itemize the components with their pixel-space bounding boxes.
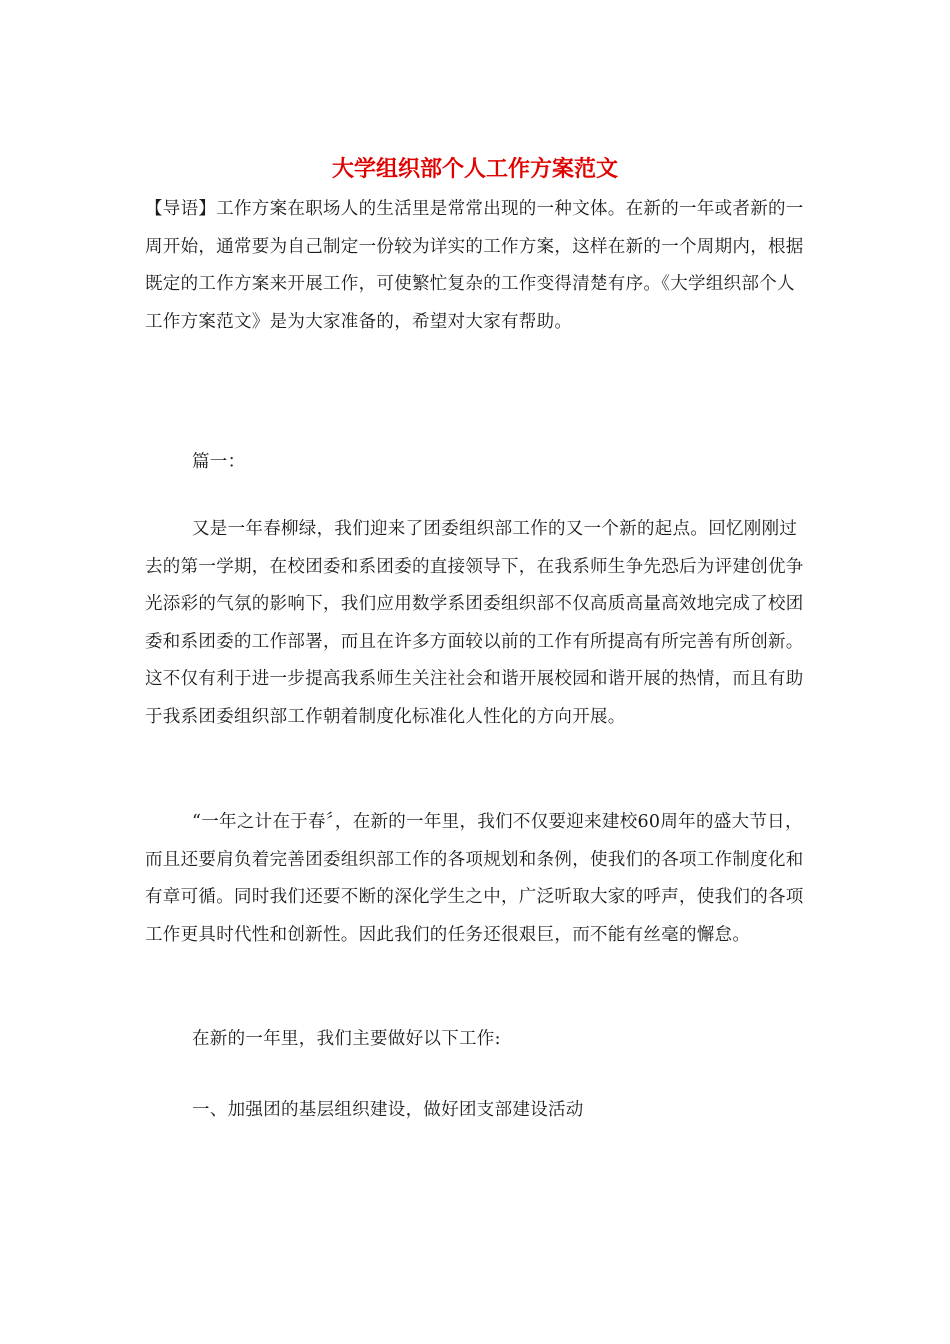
body-paragraph-1: 又是一年春柳绿，我们迎来了团委组织部工作的又一个新的起点。回忆刚刚过去的第一学期，在校团委和系团委的直接领导下，在我系师生争先恐后为评建创优争光添彩的气氛的影响下，我们应用数学系团委组织部不仅高质高量高效地完成了校团委和系团委的工作部署，而且在许多方面较以前的工作有所提高有所完善有所创新。这不仅有利于进一步提高我系师生关注社会和谐开展校园和谐开展的热情，而且有助于我系团委组织部工作朝着制度化标准化人性化的方向开展。: [145, 519, 804, 727]
body-paragraph-4: 一、加强团的基层组织建设，做好团支部建设活动: [192, 1100, 584, 1120]
document-title: 大学组织部个人工作方案范文: [331, 156, 618, 182]
section-heading: 篇一：: [192, 452, 246, 472]
intro-paragraph: 【导语】工作方案在职场人的生活里是常常出现的一种文体。在新的一年或者新的一周开始，通常要为自己制定一份较为详实的工作方案，这样在新的一个周期内，根据既定的工作方案来开展工作，可使繁忙复杂的工作变得清楚有序。《大学组织部个人工作方案范文》是为大家准备的，希望对大家有帮助。: [145, 199, 804, 332]
body-paragraph-2: “一年之计在于春〞，在新的一年里，我们不仅要迎来建校60周年的盛大节日，而且还要肩负着完善团委组织部工作的各项规划和条例，使我们的各项工作制度化和有章可循。同时我们还要不断的深化学生之中，广泛听取大家的呼声，使我们的各项工作更具时代性和创新性。因此我们的任务还很艰巨，而不能有丝毫的懈怠。: [145, 812, 804, 945]
body-paragraph-3: 在新的一年里，我们主要做好以下工作:: [192, 1029, 501, 1049]
